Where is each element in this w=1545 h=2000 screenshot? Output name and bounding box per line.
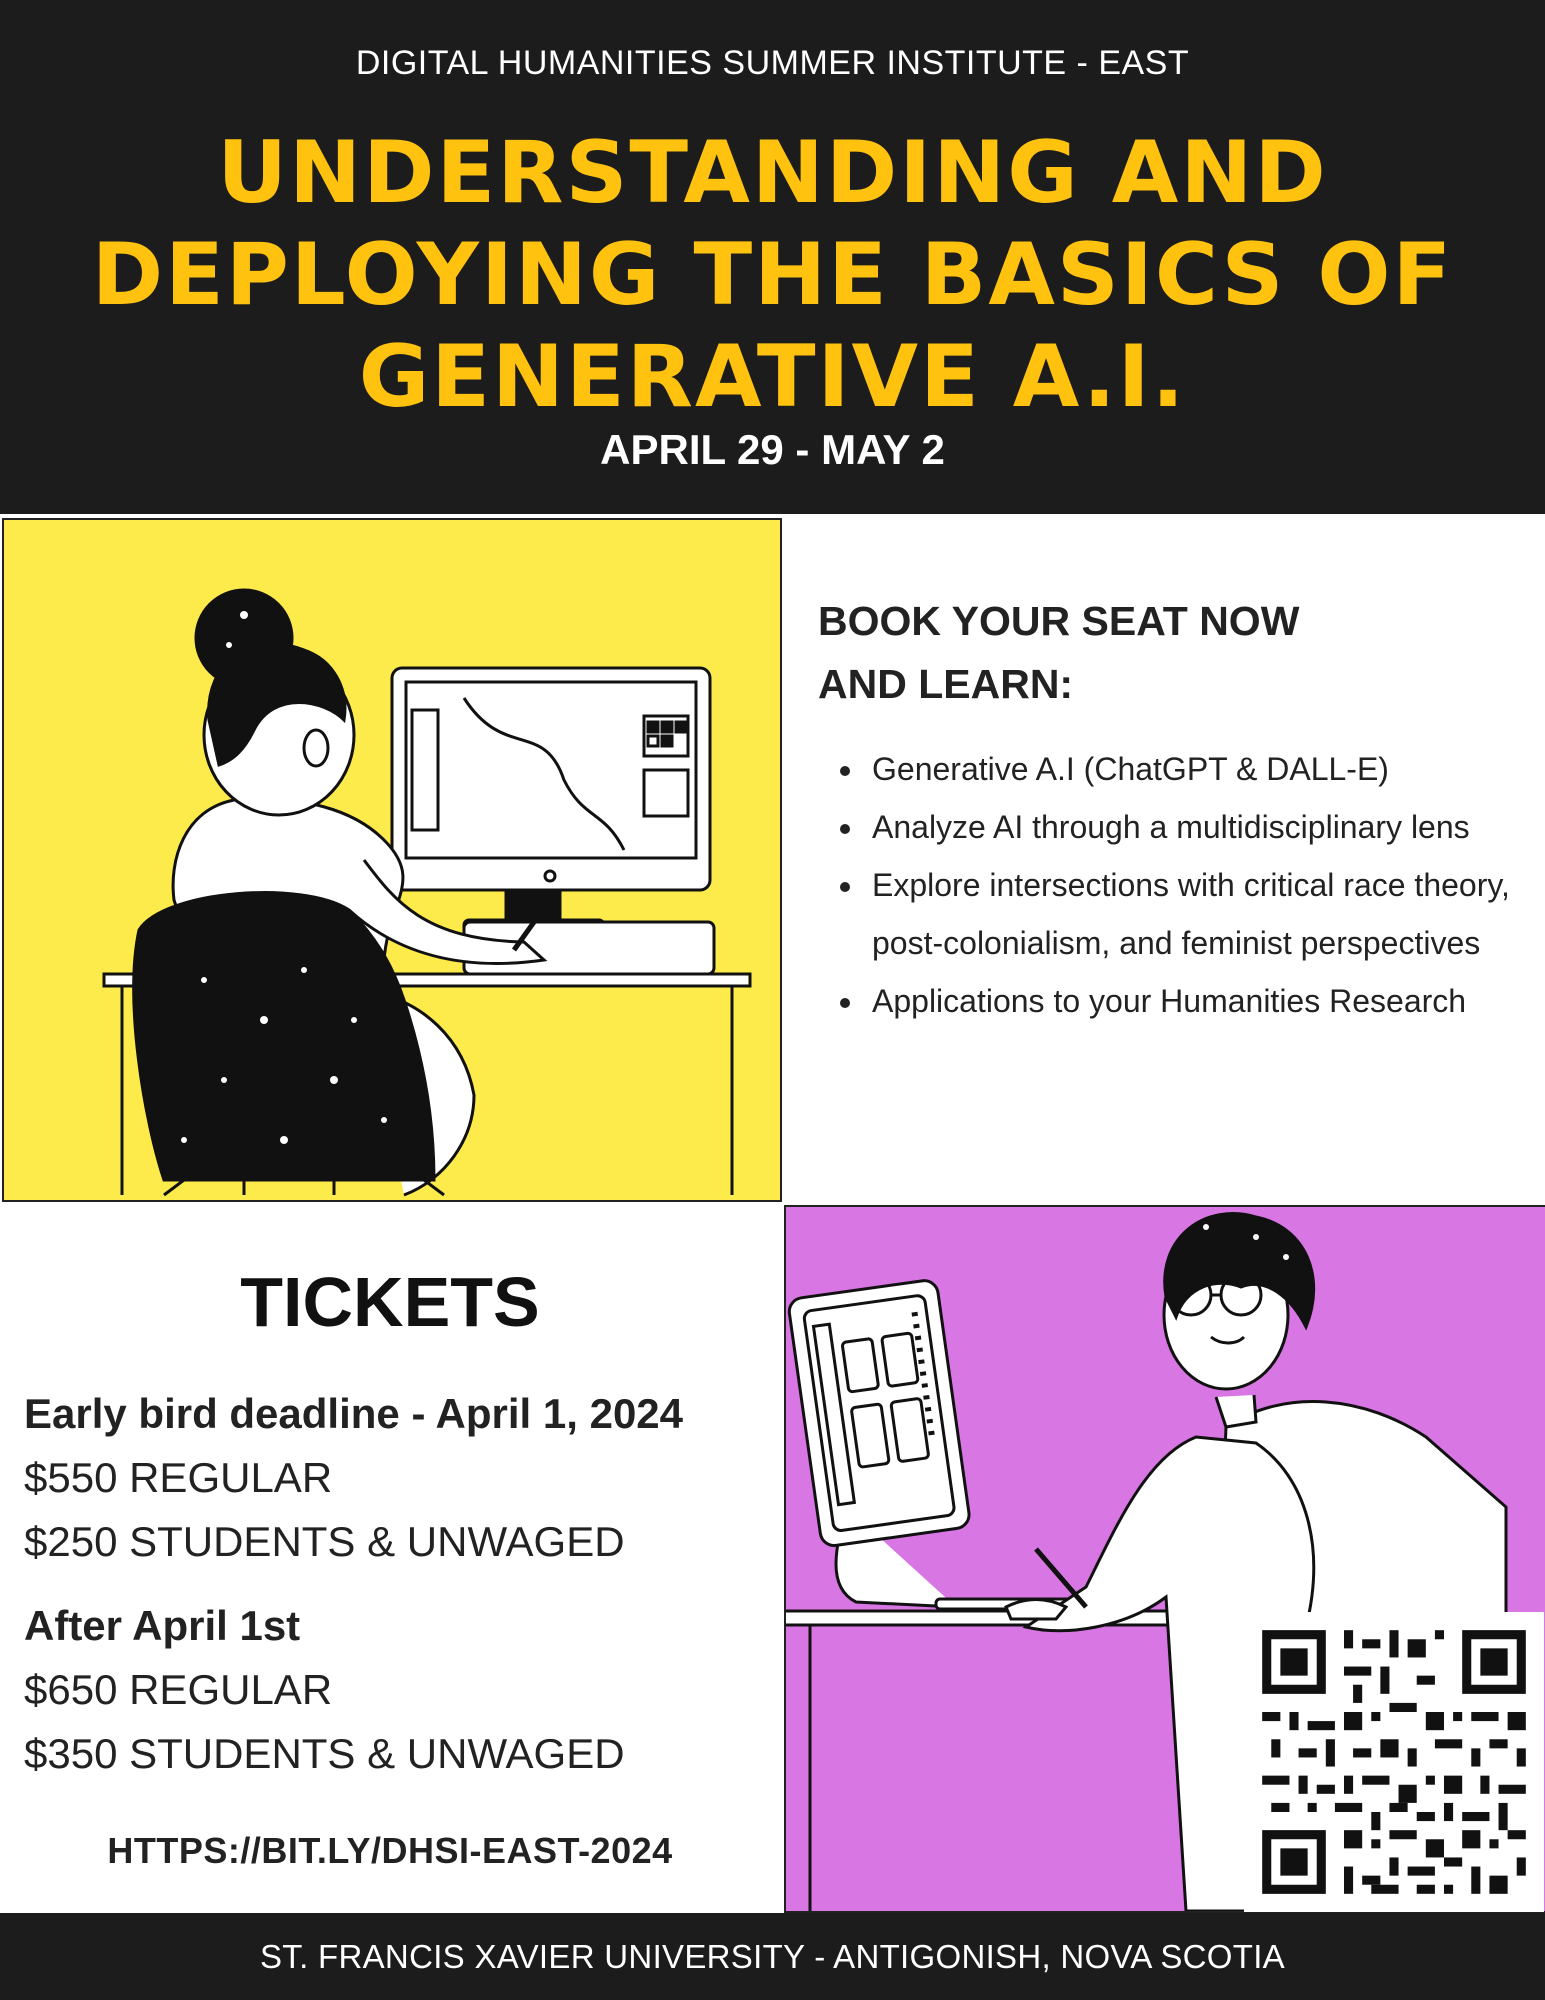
after-students-price: $350 STUDENTS & UNWAGED xyxy=(24,1730,625,1777)
event-title-line-2: DEPLOYING THE BASICS OF xyxy=(91,225,1454,325)
university-location: ST. FRANCIS XAVIER UNIVERSITY - ANTIGONISH, NOVA SCOTIA xyxy=(259,1938,1285,1975)
event-title-line-1: UNDERSTANDING AND xyxy=(217,123,1328,223)
tickets-title: TICKETS xyxy=(240,1263,540,1341)
registration-link[interactable]: HTTPS://BIT.LY/DHSI-EAST-2024 xyxy=(107,1830,673,1871)
list-item: • Generative A.I (ChatGPT & DALL-E) xyxy=(866,740,1538,798)
header-banner xyxy=(0,0,1545,514)
after-regular-price: $650 REGULAR xyxy=(24,1666,333,1713)
event-title xyxy=(0,122,1545,428)
early-regular-price: $550 REGULAR xyxy=(24,1454,333,1501)
learn-heading-line-2: AND LEARN: xyxy=(818,661,1074,707)
early-students-price: $250 STUDENTS & UNWAGED xyxy=(24,1518,625,1565)
institute-name: DIGITAL HUMANITIES SUMMER INSTITUTE - EAST xyxy=(355,44,1190,82)
woman-at-computer-icon xyxy=(4,520,780,1200)
learn-heading-line-1: BOOK YOUR SEAT NOW xyxy=(818,598,1300,644)
learn-section xyxy=(818,590,1538,1030)
list-item: • Analyze AI through a multidisciplinary lens xyxy=(866,798,1538,856)
list-item: • Explore intersections with critical race theory, post-colonialism, and feminist perspectives xyxy=(866,856,1538,972)
learn-heading xyxy=(818,590,1538,716)
qr-code-icon xyxy=(1244,1612,1544,1912)
early-bird-heading: Early bird deadline - April 1, 2024 xyxy=(24,1390,684,1437)
after-heading: After April 1st xyxy=(24,1602,301,1649)
qr-code[interactable] xyxy=(1244,1612,1544,1912)
learn-list xyxy=(818,740,1538,1030)
event-title-line-3: GENERATIVE A.I. xyxy=(358,327,1187,427)
list-item: • Applications to your Humanities Research xyxy=(866,972,1538,1030)
woman-at-computer-illustration xyxy=(2,518,782,1202)
footer-banner xyxy=(0,1913,1545,2000)
event-dates: APRIL 29 - MAY 2 xyxy=(600,426,945,473)
